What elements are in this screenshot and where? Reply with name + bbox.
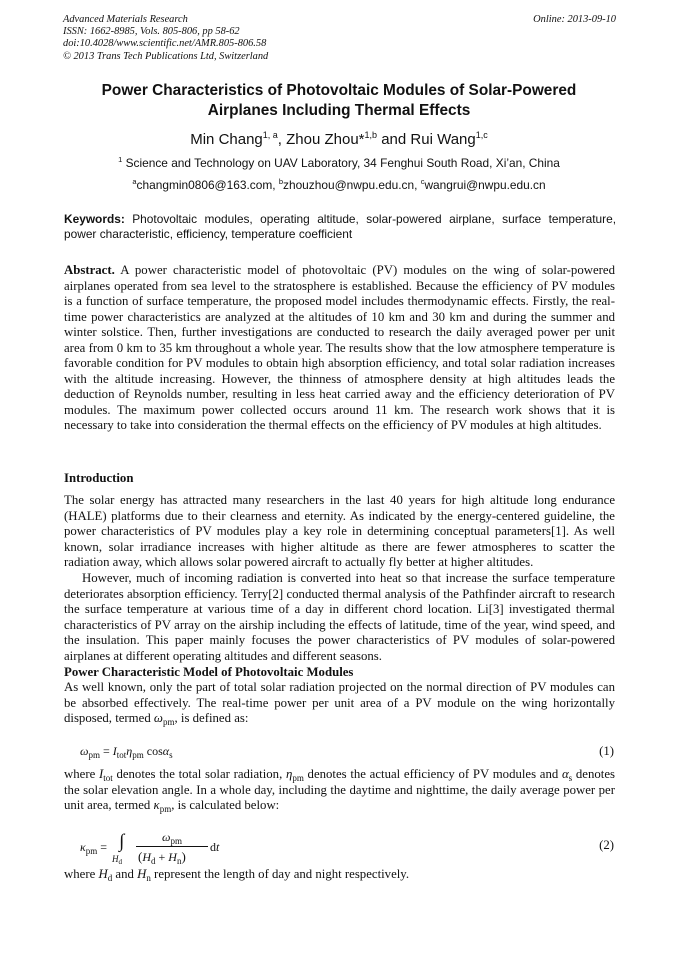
eq2-t: t [216, 840, 220, 854]
omega-subscript: pm [162, 717, 175, 728]
symbol-alpha: α [561, 767, 569, 781]
abstract-text: A power characteristic model of photovoltaic (PV) modules on the wing of solar-powered airplanes operated from sea level to the stratosphere is established. Because the efficiency of PV modules is a function of surface temperature, the proposed model includes thermodynamic effects. Firstly, the real-time power characteristics are analyzed at the altitudes of 10 km and 30 km and during the summer and winter solstice. Then, further investigations are conducted to research the daily averaged power per unit area from 0 km to 35 km throughout a whole year. The results show that the low atmosphere temperature is favorable condition for PV modules to obtain high absorption efficiency, and total solar radiation increases with the altitude increasing. However, the thinness of atmosphere density at high altitudes leads the deduction of Reynolds number, resulting in less heat carried away and the efficiency deterioration of PV modules. The maximum power collected occurs around 11 km. The research work shows that it is necessary to take into consideration the thermal effects on the efficiency of PV modules at high altitudes. [64, 263, 615, 433]
email-c: wangrui@nwpu.edu.cn [424, 178, 546, 192]
eq2-lower-limit [112, 854, 122, 866]
integral-icon: ∫ [119, 831, 125, 852]
eq2-kappa-sub: pm [85, 846, 98, 856]
author-2-affil: 1,b [364, 130, 378, 140]
eq2-omega: ω [162, 830, 171, 844]
paragraph-text: where [64, 867, 99, 881]
author-1: Min Chang [190, 131, 263, 148]
section-2-paragraph-3 [64, 867, 615, 883]
paragraph-text: denotes the actual efficiency of PV modules and [303, 767, 562, 781]
symbol-i: I [98, 767, 104, 781]
paragraph-text: , is calculated below: [171, 798, 280, 813]
author-3-affil: 1,c [475, 130, 488, 140]
keywords [64, 212, 616, 242]
eq2-equals: = [97, 840, 108, 854]
symbol-hn-sub: n [146, 873, 151, 883]
symbol-hd-sub: d [107, 873, 113, 883]
affiliation-marker: 1 [118, 155, 123, 164]
equation-2 [80, 830, 240, 866]
omega-symbol: ω [153, 711, 163, 726]
eq1-efficiency-sub: pm [132, 750, 144, 760]
copyright-line: © 2013 Trans Tech Publications Ltd, Switzerland [63, 50, 269, 62]
paragraph-text: where [64, 767, 99, 781]
email-marker-a: a [132, 177, 137, 186]
issn-line: ISSN: 1662-8985, Vols. 805-806, pp 58-62 [63, 26, 240, 38]
abstract [64, 263, 615, 434]
section-2-paragraph-1 [64, 680, 615, 727]
eq1-radiation: I [112, 744, 117, 758]
eq2-d: d [210, 840, 216, 854]
eq2-kappa: κ [80, 840, 86, 854]
eq1-efficiency: η [126, 744, 133, 758]
eq1-lhs: ω [80, 744, 89, 758]
email-marker-b: b [278, 177, 284, 186]
paragraph-text: denotes the solar elevation angle. In a whole day, including the daytime and nighttime, the daily average power per unit area, termed [64, 767, 615, 813]
eq1-lhs-sub: pm [88, 750, 100, 760]
symbol-eta: η [285, 767, 293, 781]
author-3: Rui Wang [410, 131, 476, 148]
online-date: Online: 2013-09-10 [533, 14, 616, 25]
eq2-lower-sub: d [118, 858, 122, 866]
eq2-omega-sub: pm [170, 836, 182, 846]
symbol-eta-sub: pm [292, 773, 304, 783]
eq1-angle-sub: s [169, 750, 173, 760]
author-emails [64, 178, 614, 193]
section-2-heading: Power Characteristic Model of Photovoltaic Modules [64, 665, 354, 679]
author-2: Zhou Zhou* [286, 131, 365, 148]
keywords-label: Keywords: [64, 212, 125, 226]
author-list [64, 130, 614, 150]
symbol-kappa-sub: pm [159, 804, 172, 815]
journal-name: Advanced Materials Research [63, 14, 188, 25]
eq2-lhs [80, 840, 107, 855]
symbol-kappa: κ [153, 798, 160, 813]
author-1-affil: 1, a [262, 130, 278, 140]
eq2-hd-sub: d [151, 856, 156, 866]
introduction-heading: Introduction [64, 471, 134, 485]
affiliation [64, 156, 614, 171]
symbol-hn: H [137, 867, 147, 881]
eq2-paren-close: ) [181, 849, 186, 864]
affiliation-text: Science and Technology on UAV Laboratory, 34 Fenghui South Road, Xi’an, China [122, 156, 560, 170]
eq2-denominator [138, 849, 186, 865]
eq2-lower-h: H [112, 854, 119, 864]
title-line-1: Power Characteristics of Photovoltaic Modules of Solar-Powered [101, 82, 577, 99]
author-separator: , [277, 131, 287, 148]
symbol-hd: H [98, 867, 108, 881]
eq2-plus: + [155, 850, 169, 864]
email-a: changmin0806@163.com, [136, 178, 279, 192]
fraction-bar [136, 846, 208, 847]
intro-paragraph-2: However, much of incoming radiation is converted into heat so that increase the surface temperature deteriorates absorption efficiency. Terry[2] conducted thermal analysis of the Pathfinder aircraft to research the surface temperature at various time of a day in different chord location. Li[3] investigated thermal characteristics of PV array on the airship including the effects of latitude, time of the year, wind speed, and the insulation. This paper mainly focuses the power characteristics of PV modules of solar-powered airplanes at different operating altitudes and different seasons. [64, 571, 615, 663]
eq2-hd: H [142, 850, 152, 864]
symbol-i-sub: tot [103, 773, 113, 783]
page-header [63, 14, 616, 63]
paragraph-text: As well known, only the part of total solar radiation projected on the normal direction of PV modules can be absorbed effectively. The real-time power per unit area of a PV module on the wing horizontally disposed, termed [64, 680, 615, 726]
intro-paragraph-1: The solar energy has attracted many researchers in the last 40 years for high altitude long endurance (HALE) platforms due to their clearness and eternity. As indicated by the energy-centered guideline, the power characteristics of PV modules play a key role in determining conceptual parameters[1]. As well known, solar irradiance increases with higher altitude as there are fewer atmospheres to scatter the radiation away, which allows solar powered aircraft to actually fly better at higher altitudes. [64, 493, 615, 570]
paragraph-text: denotes the total solar radiation, [112, 767, 286, 781]
symbol-alpha-sub: s [568, 773, 573, 783]
equation-1 [80, 744, 173, 759]
title-line-2: Airplanes Including Thermal Effects [207, 101, 471, 119]
paragraph-text: and [112, 867, 138, 881]
paper-title [64, 81, 614, 120]
keywords-text: Photovoltaic modules, operating altitude, solar-powered airplane, surface temperature, power characteristic, efficiency, temperature coefficient [64, 212, 616, 241]
eq2-hn: H [168, 850, 177, 864]
email-marker-c: c [420, 177, 425, 186]
eq2-hn-sub: n [176, 856, 182, 866]
eq1-radiation-sub: tot [116, 750, 127, 760]
email-b: zhouzhou@nwpu.edu.cn, [283, 178, 421, 192]
doi-line: doi:10.4028/www.scientific.net/AMR.805-806.58 [63, 38, 267, 50]
eq2-numerator [162, 830, 182, 845]
section-2-paragraph-2 [64, 767, 615, 814]
abstract-label: Abstract. [64, 263, 115, 277]
equation-2-number: (2) [599, 838, 614, 852]
equation-1-number: (1) [599, 744, 614, 758]
eq2-paren-open: ( [138, 849, 143, 864]
paragraph-text: , is defined as: [174, 711, 249, 726]
eq1-equals: = [100, 744, 113, 758]
paragraph-text: represent the length of day and night respectively. [150, 867, 410, 881]
eq2-differential [210, 840, 219, 855]
author-separator: and [377, 131, 411, 148]
eq1-angle: α [162, 744, 170, 758]
eq1-cos: cos [143, 744, 163, 758]
